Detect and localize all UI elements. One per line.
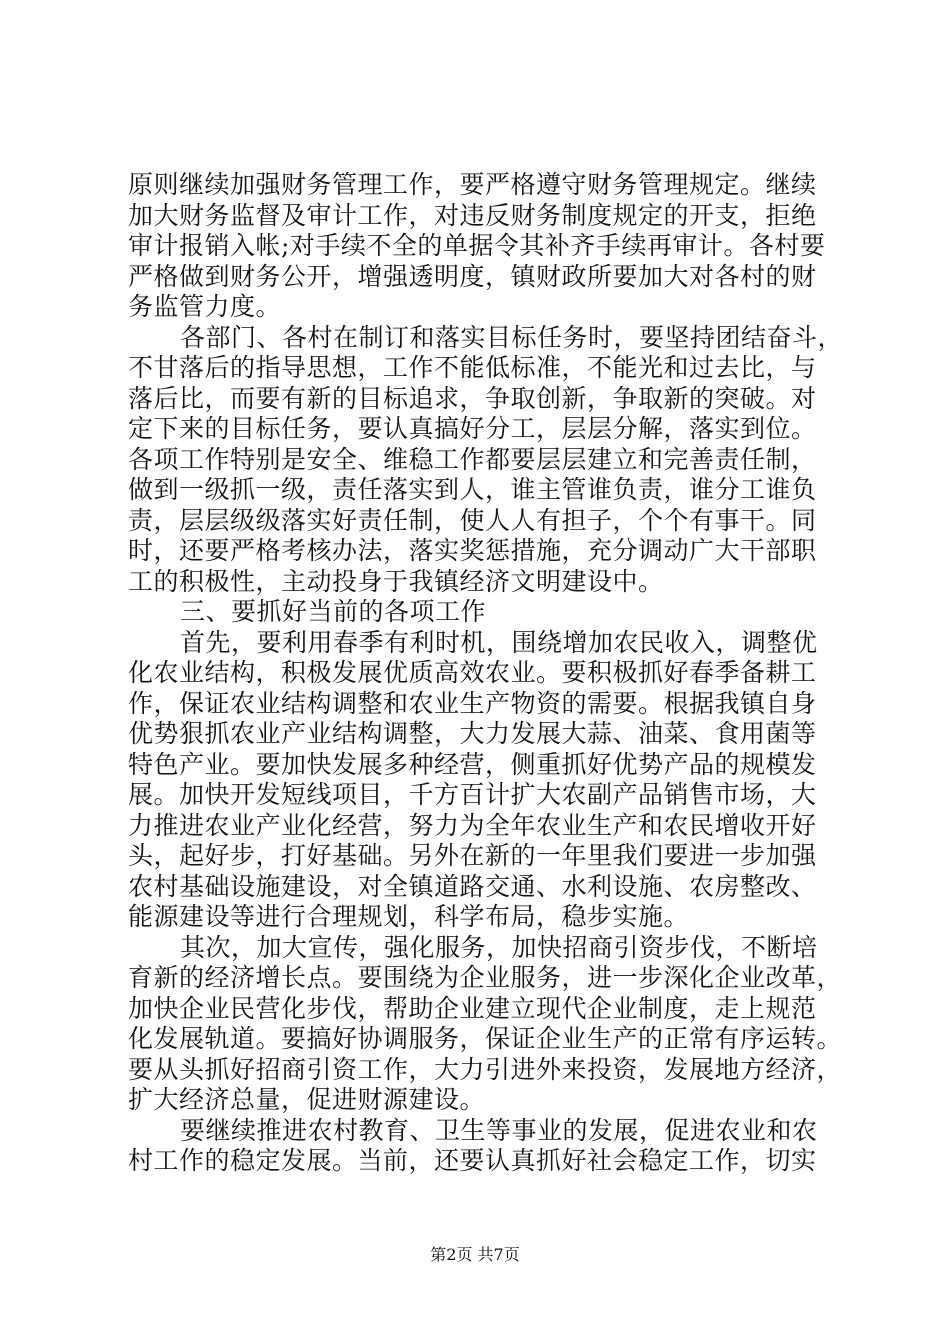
text-line: 展。加快开发短线项目，千方百计扩大农副产品销售市场，大 <box>128 780 817 809</box>
text-line: 责，层层级级落实好责任制，使人人有担子，个个有事干。同 <box>128 505 817 535</box>
text-line: 落后比，而要有新的目标追求，争取创新，争取新的突破。对 <box>128 383 817 413</box>
text-line: 要继续推进农村教育、卫生等事业的发展，促进农业和农 <box>180 1115 818 1145</box>
text-line: 其次，加大宣传，强化服务，加快招商引资步伐，不断培 <box>180 932 818 962</box>
text-line: 能源建设等进行合理规划，科学布局，稳步实施。 <box>128 902 690 931</box>
text-line: 优势狠抓农业产业结构调整，大力发展大蒜、油菜、食用菌等 <box>128 719 817 748</box>
text-line: 时，还要严格考核办法，落实奖惩措施，充分调动广大干部职 <box>128 536 817 565</box>
text-line: 农村基础设施建设，对全镇道路交通、水利设施、农房整改、 <box>128 871 817 901</box>
text-line: 严格做到财务公开，增强透明度，镇财政所要加大对各村的财 <box>128 261 817 291</box>
text-line: 要从头抓好招商引资工作，大力引进外来投资，发展地方经济， <box>128 1054 843 1084</box>
text-line: 做到一级抓一级，责任落实到人，谁主管谁负责，谁分工谁负 <box>128 475 817 504</box>
body-text <box>128 170 848 1177</box>
text-line: 村工作的稳定发展。当前，还要认真抓好社会稳定工作，切实 <box>128 1146 817 1175</box>
text-line: 首先，要利用春季有利时机，围绕增加农民收入，调整优 <box>180 627 818 657</box>
text-line: 三、要抓好当前的各项工作 <box>180 597 487 626</box>
text-line: 化农业结构，积极发展优质高效农业。要积极抓好春季备耕工 <box>128 658 817 687</box>
text-line: 育新的经济增长点。要围绕为企业服务，进一步深化企业改革， <box>128 963 843 992</box>
text-line: 不甘落后的指导思想，工作不能低标准，不能光和过去比，与 <box>128 353 817 382</box>
text-line: 扩大经济总量，促进财源建设。 <box>128 1085 486 1114</box>
page-footer: 第2页 共7页 <box>430 1245 520 1264</box>
text-line: 各项工作特别是安全、维稳工作都要层层建立和完善责任制， <box>128 444 817 474</box>
text-line: 原则继续加强财务管理工作，要严格遵守财务管理规定。继续 <box>128 170 817 199</box>
text-line: 力推进农业产业化经营，努力为全年农业生产和农民增收开好 <box>128 810 817 840</box>
text-line: 作，保证农业结构调整和农业生产物资的需要。根据我镇自身 <box>128 688 817 718</box>
text-line: 加快企业民营化步伐，帮助企业建立现代企业制度，走上规范 <box>128 993 817 1023</box>
text-line: 审计报销入帐;对手续不全的单据令其补齐手续再审计。各村要 <box>128 231 826 260</box>
text-line: 特色产业。要加快发展多种经营，侧重抓好优势产品的规模发 <box>128 749 817 779</box>
text-line: 头，起好步，打好基础。另外在新的一年里我们要进一步加强 <box>128 841 817 870</box>
text-line: 务监管力度。 <box>128 292 282 321</box>
text-line: 各部门、各村在制订和落实目标任务时，要坚持团结奋斗， <box>180 322 844 352</box>
text-line: 加大财务监督及审计工作，对违反财务制度规定的开支，拒绝 <box>128 200 817 230</box>
text-line: 化发展轨道。要搞好协调服务，保证企业生产的正常有序运转。 <box>128 1024 843 1053</box>
text-line: 定下来的目标任务，要认真搞好分工，层层分解，落实到位。 <box>128 414 817 443</box>
text-line: 工的积极性，主动投身于我镇经济文明建设中。 <box>128 566 664 596</box>
